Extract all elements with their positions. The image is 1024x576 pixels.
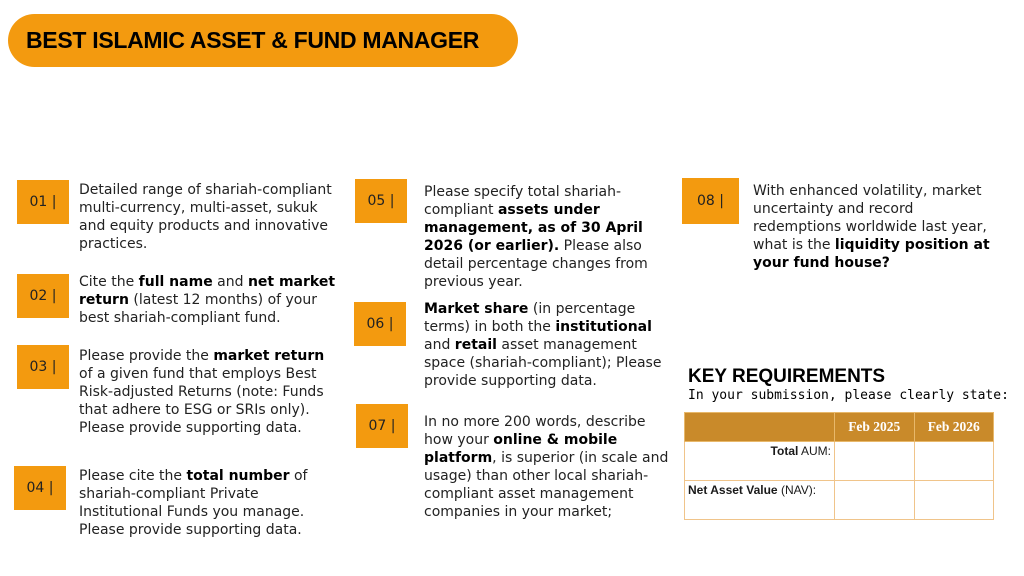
table-header-row xyxy=(685,413,994,442)
item-number-03: 03 | xyxy=(17,345,69,389)
text: of shariah-compliant Private Institutional Funds you manage. Please provide supporting data. xyxy=(79,468,308,538)
key-requirements-table xyxy=(684,412,994,520)
item-text-03 xyxy=(79,347,341,437)
nav-2026-cell xyxy=(914,481,994,520)
bold-text: institutional xyxy=(555,319,652,335)
bold-text: Market share xyxy=(424,301,529,317)
item-text-01 xyxy=(79,181,341,253)
item-number-01: 01 | xyxy=(17,180,69,224)
bold-text: net market return xyxy=(79,274,336,308)
key-requirements-title: KEY REQUIREMENTS xyxy=(688,366,886,387)
header-feb-2025: Feb 2025 xyxy=(835,413,915,442)
total-aum-2025-cell xyxy=(835,442,915,481)
text: Please provide the xyxy=(79,348,214,364)
text: Cite the xyxy=(79,274,139,290)
text: Detailed range of shariah-compliant multi-currency, multi-asset, sukuk and equity products and innovative practices. xyxy=(79,182,332,252)
bold-text: full name xyxy=(138,274,213,290)
item-number-08: 08 | xyxy=(682,178,739,224)
item-number-04: 04 | xyxy=(14,466,66,510)
bold-text: liquidity position at your fund house? xyxy=(753,237,990,271)
item-text-02 xyxy=(79,273,341,327)
total-aum-2026-cell xyxy=(914,442,994,481)
nav-2025-cell xyxy=(835,481,915,520)
item-text-05 xyxy=(424,183,672,291)
bold-text: market return xyxy=(213,348,325,364)
item-text-08 xyxy=(753,182,1001,272)
item-number-07: 07 | xyxy=(356,404,408,448)
bold-text: online & mobile platform xyxy=(424,432,618,466)
text: With enhanced volatility, market uncertainty and record redemptions worldwide last year, what is the xyxy=(753,183,987,253)
item-text-06 xyxy=(424,300,672,390)
text: and xyxy=(212,274,248,290)
header-empty-cell xyxy=(685,413,835,442)
bold-text: retail xyxy=(454,337,497,353)
text: Please also detail percentage changes from previous year. xyxy=(424,238,648,290)
text: (latest 12 months) of your best shariah-compliant fund. xyxy=(79,292,317,326)
text: , is superior (in scale and usage) than other local shariah-compliant asset management companies in your market; xyxy=(424,450,669,520)
table-row xyxy=(685,442,994,481)
text: (in percentage terms) in both the xyxy=(424,301,636,335)
text: Please cite the xyxy=(79,468,187,484)
bold-text: assets under management, as of 30 April 2026 (or earlier). xyxy=(424,202,643,254)
page-title: BEST ISLAMIC ASSET & FUND MANAGER xyxy=(26,27,480,53)
item-text-07 xyxy=(424,413,672,521)
text: asset management space (shariah-compliant); Please provide supporting data. xyxy=(424,337,662,389)
total-aum-label: Total AUM: xyxy=(685,442,835,481)
text: Please specify total shariah-compliant xyxy=(424,184,622,218)
text: of a given fund that employs Best Risk-adjusted Returns (note: Funds that adhere to ESG or SRIs only). Please provide supporting data. xyxy=(79,366,324,436)
item-number-05: 05 | xyxy=(355,179,407,223)
item-number-02: 02 | xyxy=(17,274,69,318)
text: and xyxy=(424,337,455,353)
item-number-06: 06 | xyxy=(354,302,406,346)
nav-label: Net Asset Value (NAV): xyxy=(685,481,835,520)
key-requirements-subtitle: In your submission, please clearly state: xyxy=(688,388,1009,403)
table-row xyxy=(685,481,994,520)
bold-text: total number xyxy=(186,468,290,484)
header-feb-2026: Feb 2026 xyxy=(914,413,994,442)
item-text-04 xyxy=(79,467,341,539)
title-banner xyxy=(8,14,518,67)
text: In no more 200 words, describe how your xyxy=(424,414,646,448)
